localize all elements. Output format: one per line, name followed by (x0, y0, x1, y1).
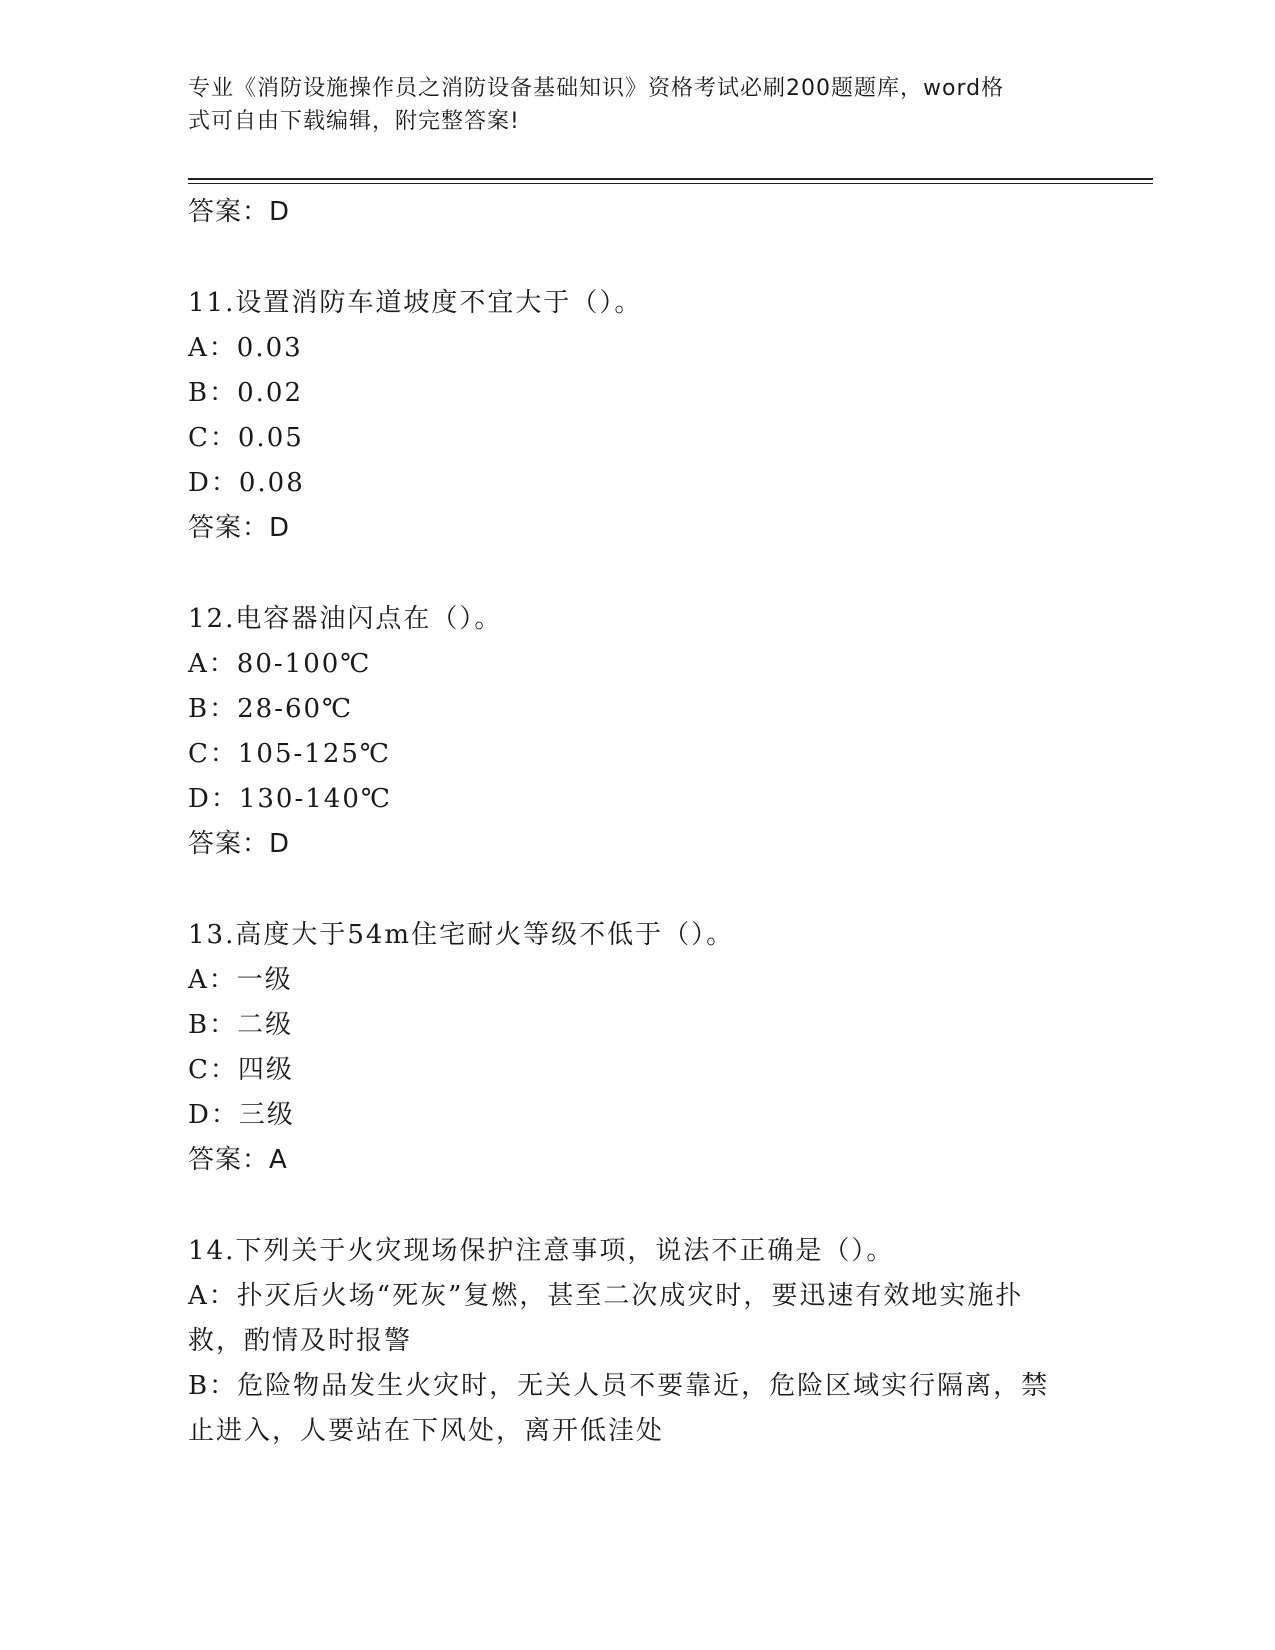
question-text: 11.设置消防车道坡度不宜大于（）。 (188, 288, 643, 318)
question-11 (188, 281, 1088, 551)
option-a: A：0.03 (188, 333, 303, 363)
option-a: A：80-100℃ (188, 649, 372, 679)
option-c: C：0.05 (188, 423, 304, 453)
question-12 (188, 597, 1088, 867)
option-d: D：三级 (188, 1100, 295, 1130)
answer-line: 答案：D (188, 829, 291, 859)
option-b: B：危险物品发生火灾时，无关人员不要靠近，危险区域实行隔离，禁止进入，人要站在下风处，离开低洼处 (188, 1371, 1050, 1446)
option-b: B：二级 (188, 1010, 294, 1040)
option-d: D：0.08 (188, 468, 305, 498)
question-14 (188, 1229, 1088, 1454)
option-a: A：一级 (188, 965, 293, 995)
header-line-2: 式可自由下载编辑，附完整答案! (188, 109, 520, 134)
question-list (188, 188, 1088, 1454)
option-d: D：130-140℃ (188, 784, 392, 814)
header-divider (188, 178, 1153, 180)
answer-line: 答案：D (188, 197, 291, 227)
option-b: B：28-60℃ (188, 694, 354, 724)
answer-line: 答案：A (188, 1145, 288, 1175)
document-header (188, 72, 1068, 138)
question-13 (188, 913, 1088, 1183)
option-a: A：扑灭后火场“死灰”复燃，甚至二次成灾时，要迅速有效地实施扑救，酌情及时报警 (188, 1281, 1024, 1356)
option-c: C：四级 (188, 1055, 294, 1085)
header-divider-thin (188, 183, 1153, 184)
question-text: 14.下列关于火灾现场保护注意事项，说法不正确是（）。 (188, 1236, 895, 1266)
header-line-1: 专业《消防设施操作员之消防设备基础知识》资格考试必刷200题题库，word格 (188, 76, 1005, 101)
question-text: 13.高度大于54m住宅耐火等级不低于（）。 (188, 920, 735, 950)
option-b: B：0.02 (188, 378, 303, 408)
answer-line: 答案：D (188, 513, 291, 543)
option-c: C：105-125℃ (188, 739, 392, 769)
question-text: 12.电容器油闪点在（）。 (188, 604, 503, 634)
